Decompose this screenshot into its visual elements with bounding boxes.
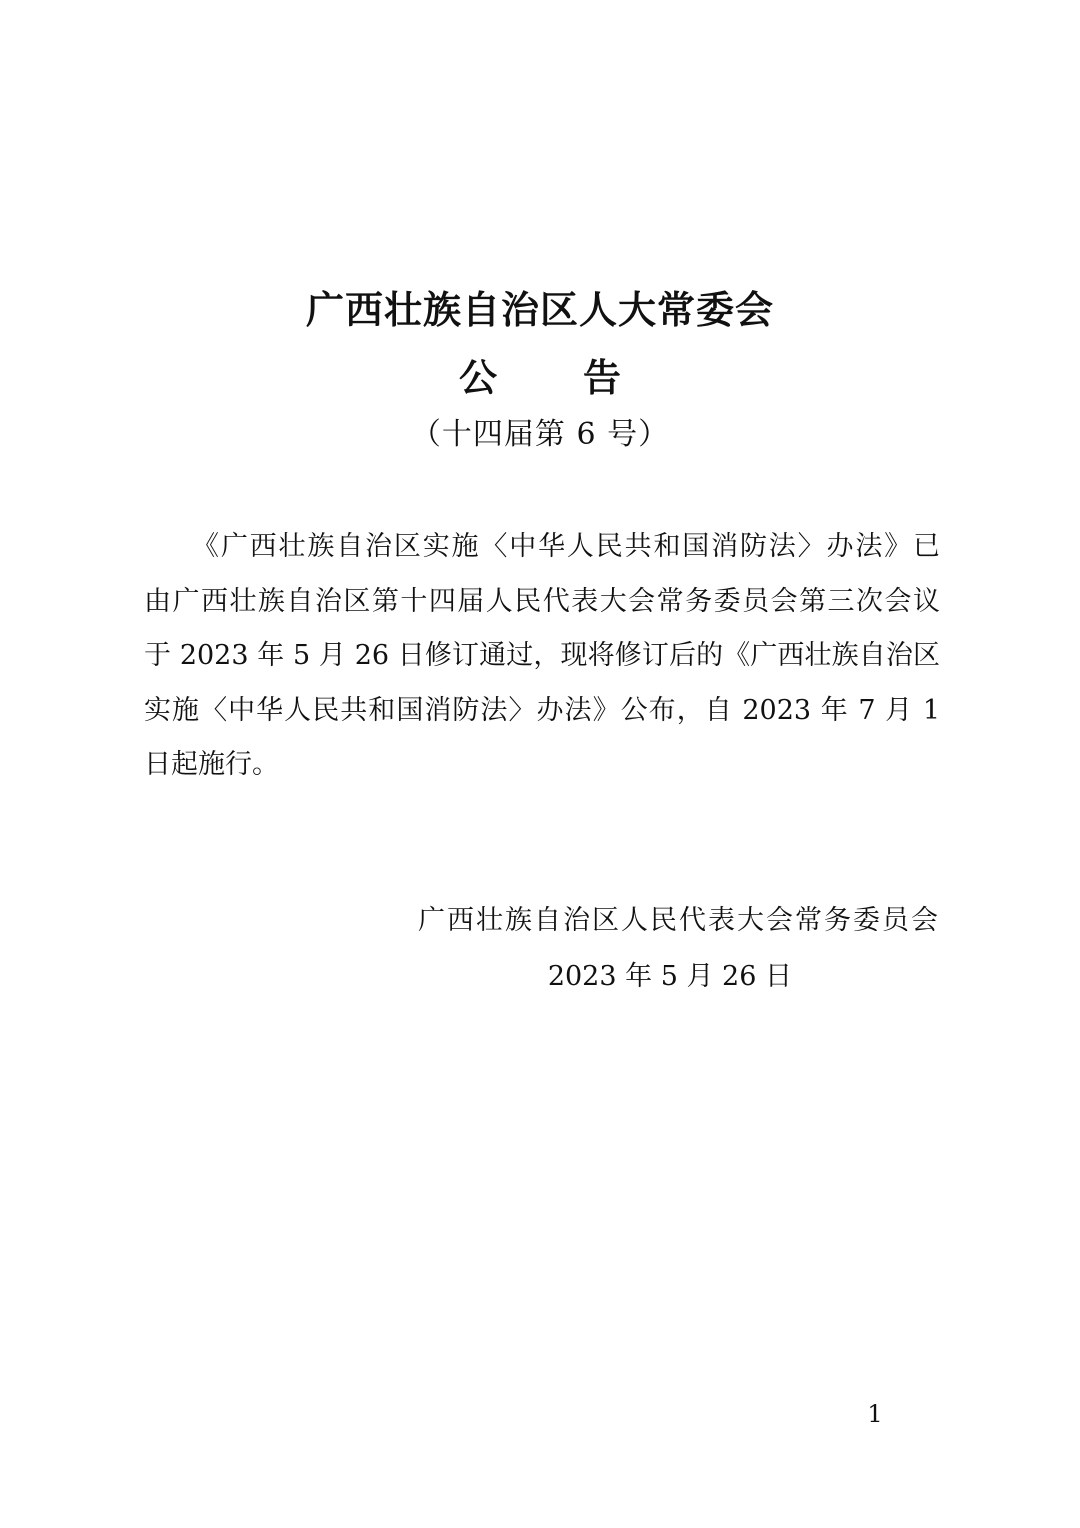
page-number: 1	[867, 1400, 883, 1428]
body-line-1: 《广西壮族自治区实施〈中华人民共和国消防法〉办法》已	[192, 531, 940, 562]
announcement-body	[144, 520, 940, 793]
document-type-char-2: 告	[583, 355, 622, 400]
signature-date: 2023 年 5 月 26 日	[547, 961, 792, 992]
signature-organization: 广西壮族自治区人民代表大会常务委员会	[418, 905, 940, 936]
issuer-title: 广西壮族自治区人大常委会	[305, 287, 774, 332]
document-type-char-1: 公	[458, 355, 497, 400]
body-line-2: 由广西壮族自治区第十四届人民代表大会常务委员会第三次会议	[144, 585, 940, 617]
body-line-4: 实施〈中华人民共和国消防法〉办法》公布，自 2023 年 7 月 1	[144, 694, 940, 726]
document-number: （十四届第 6 号）	[410, 417, 670, 452]
body-line-3: 于 2023 年 5 月 26 日修订通过，现将修订后的《广西壮族自治区	[144, 640, 940, 671]
document-type-title	[0, 350, 1080, 406]
body-line-5: 日起施行。	[144, 749, 279, 780]
